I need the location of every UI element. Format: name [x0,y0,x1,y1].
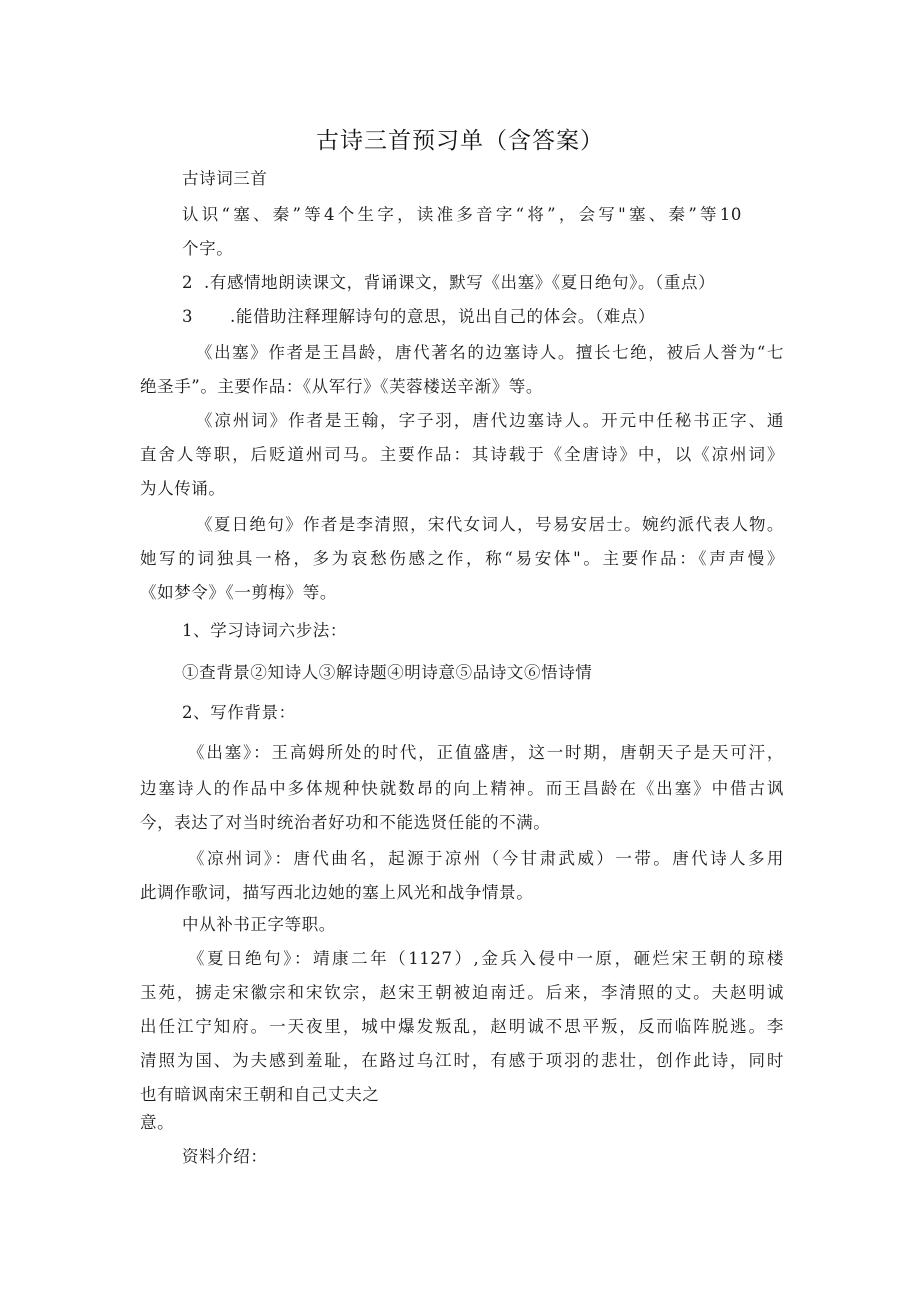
paragraph-xiari-author-end: 《如梦令》《一剪梅》等。 [140,583,337,602]
objective-2-number: 2 [182,273,194,292]
background-xiari-cont-1: 玉苑，掳走宋徽宗和宋钦宗，赵宋王朝被迫南迁。后来，李清照的丈。夫赵明诚 [140,983,784,1002]
stray-line: 中从补书正字等职。 [182,915,336,934]
background-chusai-cont: 边塞诗人的作品中多体规种快就数昂的向上精神。而王昌龄在《出塞》中借古讽 [140,779,784,798]
objective-3: .能借助注释理解诗句的意思，说出自己的体会。（难点） [230,307,656,326]
paragraph-chusai-author: 《出塞》作者是王昌龄，唐代著名的边塞诗人。擅长七绝，被后人誉为“七 [196,343,784,362]
background-heading: 2、写作背景： [182,703,296,722]
paragraph-chusai-author-cont: 绝圣手”。主要作品：《从军行》《芙蓉楼送辛渐》等。 [140,377,543,396]
background-liangzhou: 《凉州词》：唐代曲名，起源于凉州（今甘肃武威）一带。唐代诗人多用 [188,849,784,868]
objective-2: .有感情地朗读课文，背诵课文，默写《出塞》《夏日绝句》。（重点） [204,273,716,292]
six-steps-heading: 1、学习诗词六步法： [182,621,347,640]
paragraph-xiari-author: 《夏日绝句》作者是李清照，宋代女词人，号易安居士。婉约派代表人物。 [196,515,784,534]
objective-3-number: 3 [182,307,194,326]
materials-heading: 资料介绍： [182,1147,268,1166]
background-liangzhou-cont: 此调作歌词，描写西北边她的塞上风光和战争情景。 [140,883,534,902]
background-chusai: 《出塞》：王高姆所处的时代，正值盛唐，这一时期，唐朝天子是天可汗， [188,743,784,762]
paragraph-liangzhou-author-end: 为人传诵。 [140,479,226,498]
objective-1-cont: 个字。 [182,239,234,258]
objective-1: 认识“塞、秦”等4个生字，读准多音字“将”，会写"塞、秦”等10 [182,205,742,224]
background-xiari-end: 意。 [140,1113,175,1132]
paragraph-liangzhou-author: 《凉州词》作者是王翰，字子羽，唐代边塞诗人。开元中任秘书正字、通 [196,411,784,430]
background-xiari-cont-4: 也有暗讽南宋王朝和自己丈夫之 [140,1085,380,1104]
six-steps-list: ①查背景②知诗人③解诗题④明诗意⑤品诗文⑥悟诗情 [182,663,593,682]
section-heading: 古诗词三首 [182,169,268,188]
paragraph-xiari-author-cont: 她写的词独具一格，多为哀愁伤感之作，称“易安体"。主要作品：《声声慢》 [140,549,784,568]
background-xiari: 《夏日绝句》：靖康二年（1127）,金兵入侵中一原，砸烂宋王朝的琼楼 [188,949,784,968]
background-xiari-cont-2: 出任江宁知府。一天夜里，城中爆发叛乱，赵明诚不思平叛，反而临阵脱逃。李 [140,1017,784,1036]
background-chusai-end: 今，表达了对当时统治者好功和不能选贤任能的不满。 [140,813,551,832]
background-xiari-cont-3: 清照为国、为夫感到羞耻，在路过乌江时，有感于项羽的悲壮，创作此诗，同时 [140,1051,784,1070]
page-title: 古诗三首预习单（含答案） [316,128,604,154]
paragraph-liangzhou-author-cont: 直舍人等职，后贬道州司马。主要作品：其诗载于《全唐诗》中，以《凉州词》 [140,445,784,464]
